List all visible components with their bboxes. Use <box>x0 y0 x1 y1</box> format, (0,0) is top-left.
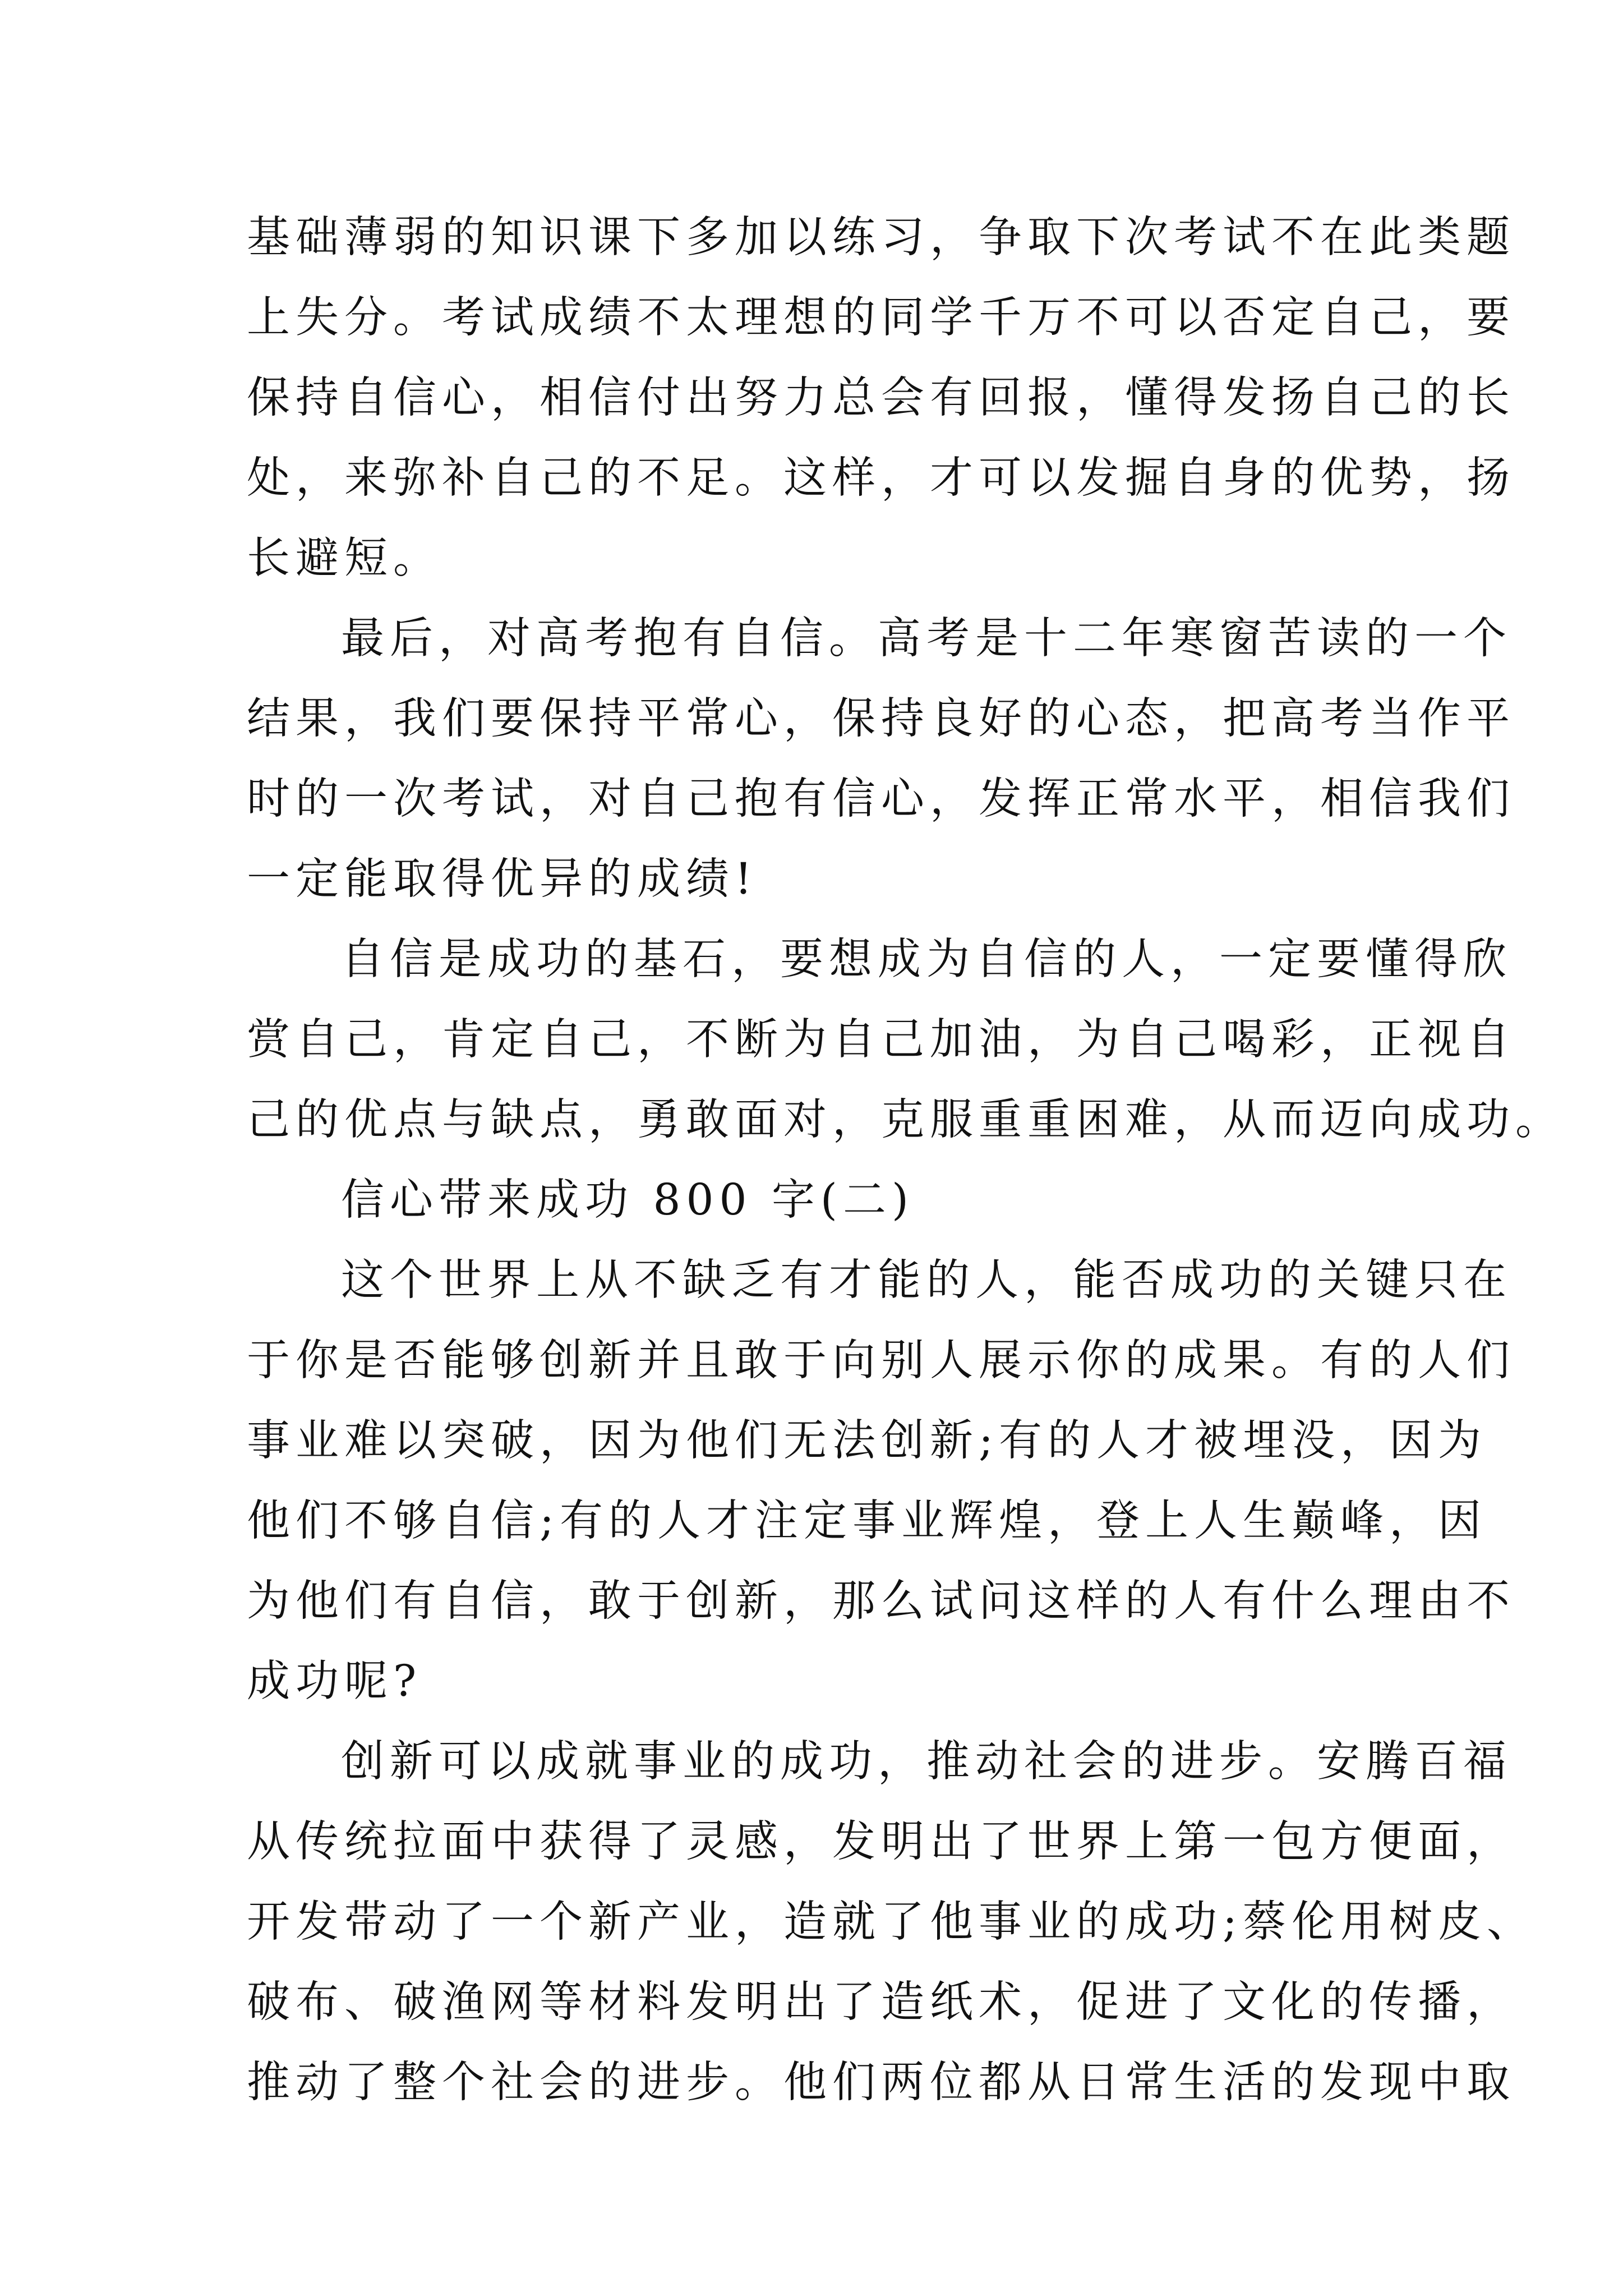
text-line: 赏自己，肯定自己，不断为自己加油，为自己喝彩，正视自 <box>247 1015 1515 1065</box>
text-line: 为他们有自信，敢于创新，那么试问这样的人有什么理由不 <box>247 1576 1515 1626</box>
text-line: 长避短。 <box>247 533 442 583</box>
paragraph-first-line: 最后，对高考抱有自信。高考是十二年寒窗苦读的一个 <box>341 614 1512 664</box>
text-line: 从传统拉面中获得了灵感，发明出了世界上第一包方便面， <box>247 1817 1515 1867</box>
text-line: 事业难以突破，因为他们无法创新;有的人才被埋没，因为 <box>247 1416 1487 1466</box>
section-heading: 信心带来成功 800 字(二) <box>341 1175 915 1225</box>
text-line: 于你是否能够创新并且敢于向别人展示你的成果。有的人们 <box>247 1336 1515 1386</box>
text-line: 结果，我们要保持平常心，保持良好的心态，把高考当作平 <box>247 694 1515 744</box>
text-line: 处，来弥补自己的不足。这样，才可以发掘自身的优势，扬 <box>247 453 1515 503</box>
text-line: 保持自信心，相信付出努力总会有回报，懂得发扬自己的长 <box>247 373 1515 423</box>
text-line: 基础薄弱的知识课下多加以练习，争取下次考试不在此类题 <box>247 213 1515 263</box>
text-line: 他们不够自信;有的人才注定事业辉煌，登上人生巅峰，因 <box>247 1496 1487 1546</box>
paragraph-first-line: 创新可以成就事业的成功，推动社会的进步。安腾百福 <box>341 1737 1512 1787</box>
body-text <box>247 197 1564 2123</box>
text-line: 破布、破渔网等材料发明出了造纸术，促进了文化的传播， <box>247 1977 1515 2027</box>
paragraph-first-line: 自信是成功的基石，要想成为自信的人，一定要懂得欣 <box>341 935 1512 984</box>
paragraph-first-line: 这个世界上从不缺乏有才能的人，能否成功的关键只在 <box>341 1255 1512 1305</box>
text-line: 时的一次考试，对自己抱有信心，发挥正常水平，相信我们 <box>247 774 1515 824</box>
text-line: 己的优点与缺点，勇敢面对，克服重重困难，从而迈向成功。 <box>247 1095 1564 1145</box>
text-line: 成功呢? <box>247 1657 422 1706</box>
text-line: 一定能取得优异的成绩! <box>247 854 758 904</box>
text-line: 推动了整个社会的进步。他们两位都从日常生活的发现中取 <box>247 2058 1515 2108</box>
text-line: 上失分。考试成绩不太理想的同学千万不可以否定自己，要 <box>247 293 1515 343</box>
text-line: 开发带动了一个新产业，造就了他事业的成功;蔡伦用树皮、 <box>247 1897 1536 1947</box>
